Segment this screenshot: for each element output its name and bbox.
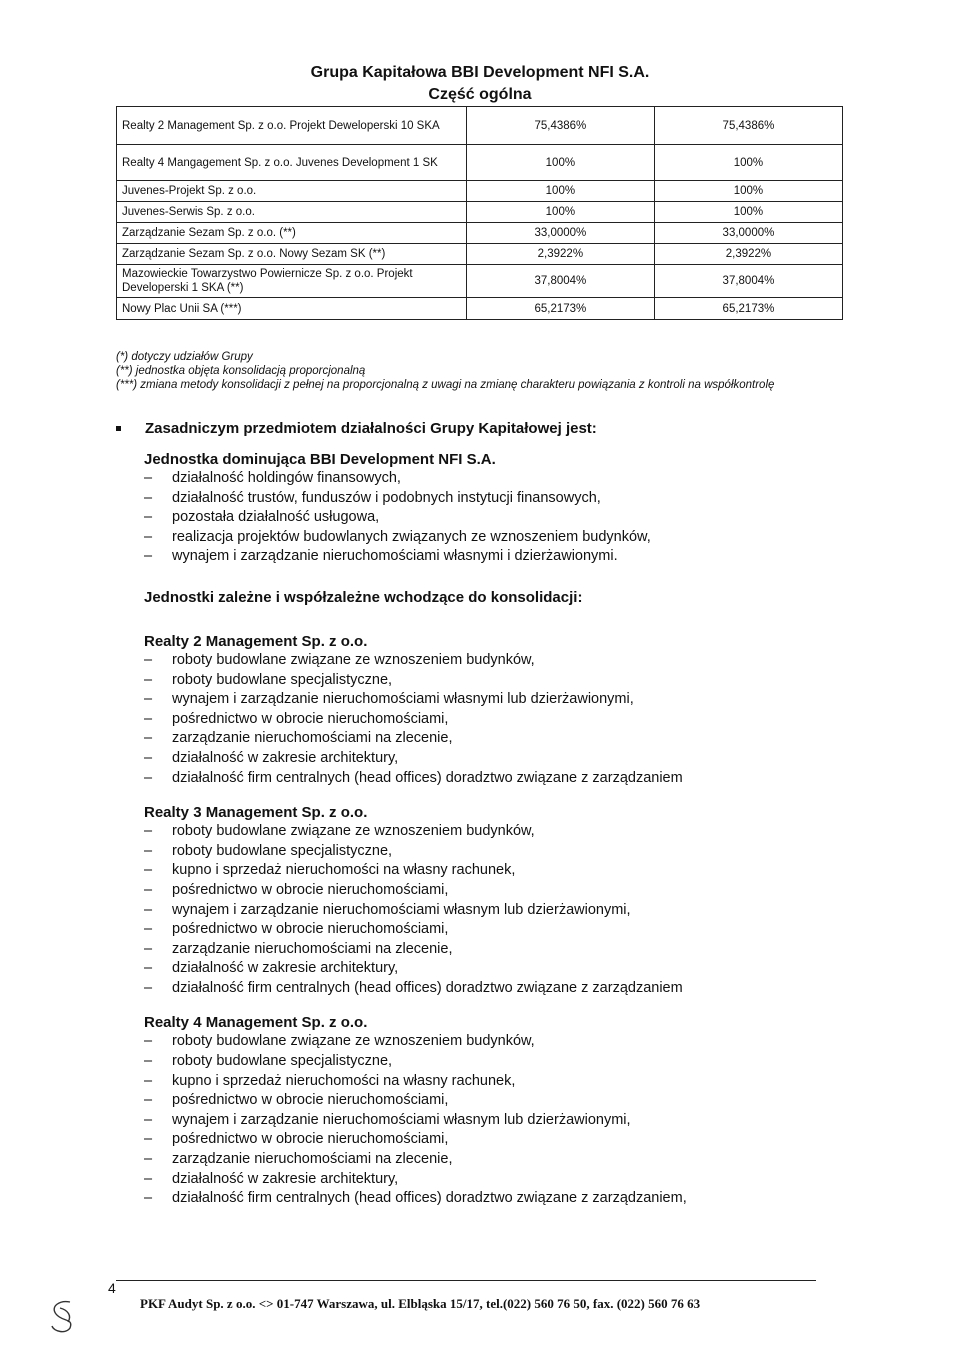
ownership-table xyxy=(116,106,843,320)
content xyxy=(116,420,846,1209)
list-item: – działalność w zakresie architektury, xyxy=(144,1170,846,1190)
voting-rights: 33,0000% xyxy=(654,223,842,244)
list-item: – wynajem i zarządzanie nieruchomościami własnymi lub dzierżawionymi, xyxy=(144,690,846,710)
list-item: – działalność firm centralnych (head offices) doradztwo związane z zarządzaniem xyxy=(144,979,846,999)
table-row xyxy=(117,265,843,298)
list-item: – pośrednictwo w obrocie nieruchomościami, xyxy=(144,710,846,730)
list-item: – działalność w zakresie architektury, xyxy=(144,749,846,769)
list-item: – pozostała działalność usługowa, xyxy=(144,508,846,528)
list-item: – realizacja projektów budowlanych związanych ze wznoszeniem budynków, xyxy=(144,528,846,548)
list-item: – zarządzanie nieruchomościami na zlecenie, xyxy=(144,1150,846,1170)
list-item: – pośrednictwo w obrocie nieruchomościami, xyxy=(144,920,846,940)
list-item: – działalność firm centralnych (head offices) doradztwo związane z zarządzaniem xyxy=(144,769,846,789)
entity-name: Juvenes-Projekt Sp. z o.o. xyxy=(117,181,467,202)
parent-title: Jednostka dominująca BBI Development NFI S.A. xyxy=(144,451,496,468)
list-item: – pośrednictwo w obrocie nieruchomościami, xyxy=(144,1130,846,1150)
share-capital: 100% xyxy=(466,202,654,223)
footnotes xyxy=(116,350,844,392)
voting-rights: 65,2173% xyxy=(654,298,842,320)
parent-activity-list xyxy=(144,469,846,567)
list-item: – wynajem i zarządzanie nieruchomościami własnymi i dzierżawionymi. xyxy=(144,547,846,567)
list-item: – kupno i sprzedaż nieruchomości na własny rachunek, xyxy=(144,1072,846,1092)
list-item: – wynajem i zarządzanie nieruchomościami własnym lub dzierżawionymi, xyxy=(144,1111,846,1131)
subsidiary-activity-list xyxy=(144,651,846,788)
entity-name: Mazowieckie Towarzystwo Powiernicze Sp. z o.o. Projekt Developerski 1 SKA (**) xyxy=(117,265,467,298)
list-item: – działalność firm centralnych (head offices) doradztwo związane z zarządzaniem, xyxy=(144,1189,846,1209)
list-item: – zarządzanie nieruchomościami na zlecenie, xyxy=(144,940,846,960)
share-capital: 100% xyxy=(466,181,654,202)
list-item: – roboty budowlane związane ze wznoszeniem budynków, xyxy=(144,1032,846,1052)
list-item: – roboty budowlane związane ze wznoszeniem budynków, xyxy=(144,822,846,842)
list-item: – zarządzanie nieruchomościami na zlecenie, xyxy=(144,729,846,749)
entity-name: Realty 4 Mangagement Sp. z o.o. Juvenes Development 1 SK xyxy=(117,145,467,181)
share-capital: 100% xyxy=(466,145,654,181)
title-line-1: Grupa Kapitałowa BBI Development NFI S.A. xyxy=(310,64,650,81)
list-item: – roboty budowlane specjalistyczne, xyxy=(144,842,846,862)
entity-name: Nowy Plac Unii SA (***) xyxy=(117,298,467,320)
voting-rights: 37,8004% xyxy=(654,265,842,298)
table-row xyxy=(117,244,843,265)
subsidiary-section xyxy=(144,804,846,998)
table-row xyxy=(117,145,843,181)
subsidiaries-heading-wrap xyxy=(144,589,846,607)
list-item: – działalność w zakresie architektury, xyxy=(144,959,846,979)
list-item: – kupno i sprzedaż nieruchomości na własny rachunek, xyxy=(144,861,846,881)
title-line-2: Część ogólna xyxy=(428,86,532,103)
footer-divider xyxy=(116,1280,816,1281)
subsidiaries-heading: Jednostki zależne i współzależne wchodzące do konsolidacji: xyxy=(144,588,583,606)
list-item: – działalność trustów, funduszów i podobnych instytucji finansowych, xyxy=(144,489,846,509)
footnote-3: (***) zmiana metody konsolidacji z pełnej na proporcjonalną z uwagi na zmianę charakteru powiązania z kontroli na współkontrolę xyxy=(116,379,775,391)
list-item: – roboty budowlane specjalistyczne, xyxy=(144,671,846,691)
list-item: – roboty budowlane związane ze wznoszeniem budynków, xyxy=(144,651,846,671)
subsidiary-activity-list xyxy=(144,822,846,998)
subsidiary-title: Realty 4 Management Sp. z o.o. xyxy=(144,1014,368,1032)
table-row xyxy=(117,181,843,202)
list-item: – pośrednictwo w obrocie nieruchomościami, xyxy=(144,1091,846,1111)
main-heading-text: Zasadniczym przedmiotem działalności Grupy Kapitałowej jest: xyxy=(145,420,597,437)
table-row xyxy=(117,298,843,320)
list-item: – pośrednictwo w obrocie nieruchomościami, xyxy=(144,881,846,901)
entity-name: Realty 2 Management Sp. z o.o. Projekt Deweloperski 10 SKA xyxy=(117,107,467,145)
subsidiary-title: Realty 3 Management Sp. z o.o. xyxy=(144,804,368,822)
subsidiary-section xyxy=(144,1014,846,1208)
voting-rights: 100% xyxy=(654,181,842,202)
list-item: – wynajem i zarządzanie nieruchomościami własnym lub dzierżawionymi, xyxy=(144,901,846,921)
footer-text: PKF Audyt Sp. z o.o. <> 01-747 Warszawa, ul. Elbląska 15/17, tel.(022) 560 76 50, fax. (022) 560 76 63 xyxy=(140,1296,701,1311)
share-capital: 33,0000% xyxy=(466,223,654,244)
voting-rights: 2,3922% xyxy=(654,244,842,265)
list-item: – działalność holdingów finansowych, xyxy=(144,469,846,489)
table-row xyxy=(117,107,843,145)
voting-rights: 100% xyxy=(654,202,842,223)
page-title xyxy=(0,62,960,106)
share-capital: 37,8004% xyxy=(466,265,654,298)
list-item: – roboty budowlane specjalistyczne, xyxy=(144,1052,846,1072)
voting-rights: 100% xyxy=(654,145,842,181)
footnote-1: (*) dotyczy udziałów Grupy xyxy=(116,351,253,363)
footnote-2: (**) jednostka objęta konsolidacją proporcjonalną xyxy=(116,365,366,377)
handwritten-initials-icon xyxy=(40,1296,88,1336)
subsidiary-title: Realty 2 Management Sp. z o.o. xyxy=(144,632,368,650)
page-number: 4 xyxy=(108,1280,116,1296)
share-capital: 2,3922% xyxy=(466,244,654,265)
entity-name: Zarządzanie Sezam Sp. z o.o. Nowy Sezam SK (**) xyxy=(117,244,467,265)
main-heading xyxy=(116,420,846,437)
parent-section xyxy=(144,451,846,567)
bullet-icon xyxy=(116,426,121,431)
table-row xyxy=(117,202,843,223)
subsidiary-activity-list xyxy=(144,1032,846,1208)
entity-name: Juvenes-Serwis Sp. z o.o. xyxy=(117,202,467,223)
entity-name: Zarządzanie Sezam Sp. z o.o. (**) xyxy=(117,223,467,244)
subsidiaries-list xyxy=(116,633,846,1209)
share-capital: 75,4386% xyxy=(466,107,654,145)
share-capital: 65,2173% xyxy=(466,298,654,320)
voting-rights: 75,4386% xyxy=(654,107,842,145)
subsidiary-section xyxy=(144,633,846,788)
table-row xyxy=(117,223,843,244)
